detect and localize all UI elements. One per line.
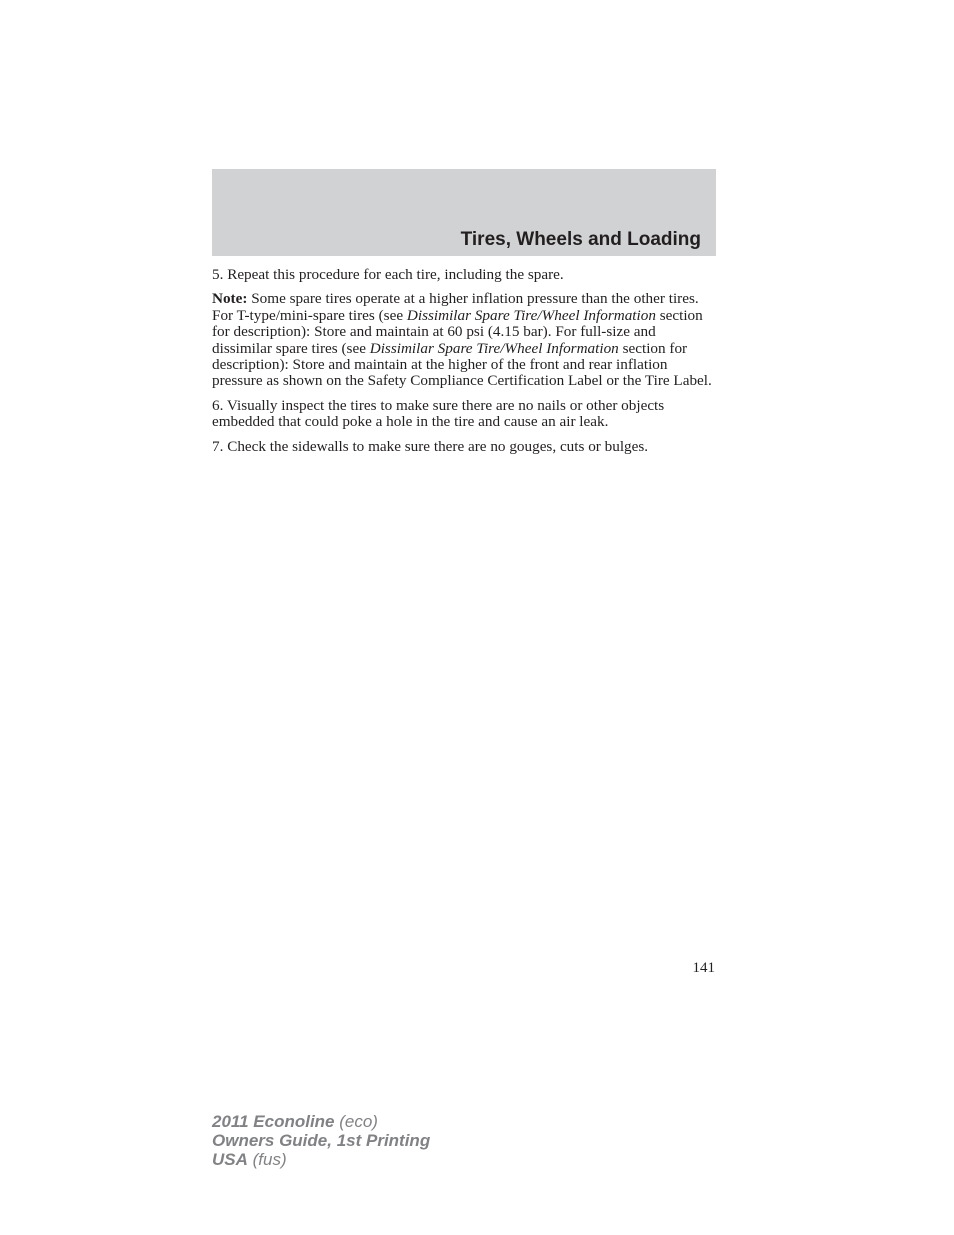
- section-title: Tires, Wheels and Loading: [460, 229, 701, 250]
- step-6: 6. Visually inspect the tires to make sure there are no nails or other objects embedded that could poke a hole in the tire and cause an air leak.: [212, 396, 665, 431]
- note-label: Note:: [212, 290, 248, 308]
- footer: [212, 1112, 430, 1169]
- note-text-3: section for description): Store and maintain at the higher of the front and rear inflation pressure as shown on the Safety Compliance Certification Label or the Tire Label.: [212, 339, 712, 390]
- footer-line-1: [212, 1112, 430, 1131]
- footer-model-code: (eco): [334, 1112, 378, 1131]
- footer-market-code: (fus): [247, 1150, 287, 1169]
- page-number: 141: [692, 960, 715, 976]
- step-5: 5. Repeat this procedure for each tire, including the spare.: [212, 266, 564, 283]
- footer-market: USA: [212, 1150, 248, 1169]
- footer-line-2: Owners Guide, 1st Printing: [212, 1131, 431, 1150]
- body-text: [212, 267, 716, 463]
- step-7: 7. Check the sidewalls to make sure there are no gouges, cuts or bulges.: [212, 437, 649, 455]
- footer-line-3: [212, 1150, 430, 1169]
- note-reference-2: Dissimilar Spare Tire/Wheel Information: [369, 339, 619, 357]
- footer-model: 2011 Econoline: [212, 1112, 335, 1131]
- note-text-2: section for description): Store and maintain at 60 psi (4.15 bar). For full-size and dissimilar spare tires (see: [212, 306, 703, 357]
- note-text-1: Some spare tires operate at a higher inflation pressure than the other tires. For T-type/mini-spare tires (see: [212, 290, 699, 324]
- section-header-band: [212, 169, 716, 256]
- note-reference-1: Dissimilar Spare Tire/Wheel Information: [406, 306, 656, 324]
- note-paragraph: [212, 291, 716, 389]
